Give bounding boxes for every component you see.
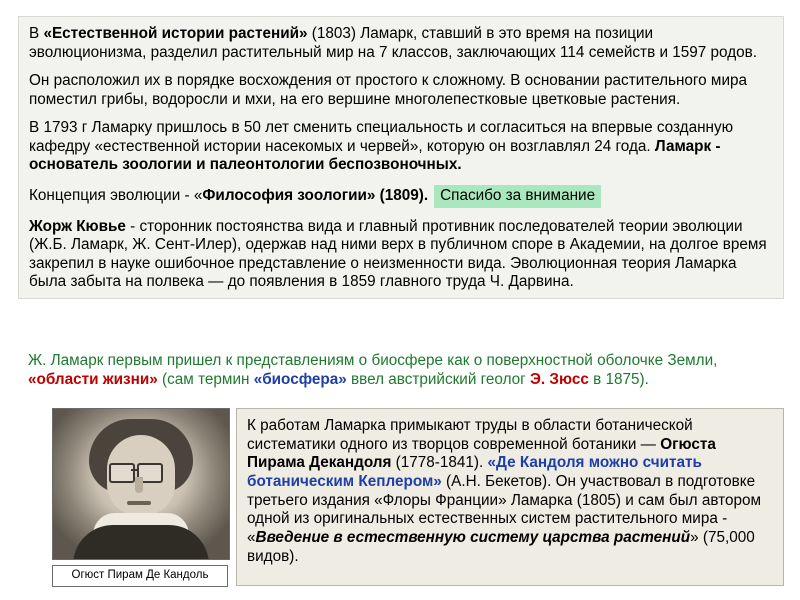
paragraph-1-seg-2: «Естественной истории растений»	[43, 25, 308, 42]
main-text-block	[18, 16, 784, 299]
biosphere-seg-5: ввел австрийский геолог	[346, 370, 531, 388]
biosphere-seg-2: «области жизни»	[28, 370, 158, 388]
biosphere-seg-3: (сам термин	[157, 370, 254, 388]
paragraph-5-seg-1: Жорж Кювье	[29, 217, 126, 235]
decandolle-seg-4: «Де Кандоля можно считать ботаническим Кеплером»	[247, 454, 702, 490]
portrait-block	[52, 408, 228, 587]
decandolle-seg-5: (А.Н. Бекетов). Он участвовал в подготовке третьего издания «Флоры Франции» Ламарка (1805) и сам был автором одной из оригинальных естественных систем растительного мира - «	[247, 472, 762, 546]
paragraph-3-seg-2: Ламарк - основатель зоологии и палеонтологии беспозвоночных.	[29, 137, 721, 173]
paragraph-1	[29, 25, 773, 62]
decandolle-seg-2: Огюста Пирама Декандоля	[247, 435, 716, 472]
biosphere-seg-6: Э. Зюсс	[530, 370, 589, 388]
paragraph-5-seg-2: - сторонник постоянства вида и главный противник последователей теории эволюции (Ж.Б. Ламарк, Ж. Сент-Илер), одержав над ними верх в публичном споре в Академии, на долгое время закрепил в науке ошибочное представление о неизменности вида. Эволюционная теория Ламарка была забыта на полвека — до появления в 1859 главного труда Ч. Дарвина.	[29, 217, 767, 291]
biosphere-paragraph	[18, 352, 784, 389]
decandolle-seg-7: » (75,000 видов).	[247, 528, 755, 565]
decandolle-seg-3: (1778-1841).	[391, 454, 488, 472]
paragraph-3	[29, 119, 773, 175]
biosphere-seg-1: Ж. Ламарк первым пришел к представлениям о биосфере как о поверхностной оболочке Земли,	[28, 352, 718, 369]
thank-you-highlight: Спасибо за внимание	[434, 185, 601, 208]
biosphere-seg-7: в 1875).	[588, 370, 649, 388]
decandolle-seg-1: К работам Ламарка примыкают труды в области ботанической систематики одного из творцов современной ботаники —	[247, 417, 693, 453]
portrait-image	[52, 408, 230, 560]
decandolle-seg-6: Введение в естественную систему царства растений	[255, 528, 691, 546]
paragraph-4-seg-1: Концепция эволюции - «	[29, 186, 203, 204]
portrait-glasses-left	[109, 463, 135, 483]
portrait-nose-shape	[135, 477, 143, 493]
paragraph-1-seg-1: В	[29, 25, 44, 42]
paragraph-3-seg-1: В 1793 г Ламарку пришлось в 50 лет сменить специальность и согласиться на впервые созданную кафедру «естественной истории насекомых и червей», которую он возглавлял 24 года.	[29, 119, 734, 155]
portrait-body-shape	[73, 525, 209, 560]
decandolle-text-box	[236, 408, 784, 586]
biosphere-seg-4: «биосфера»	[253, 370, 347, 388]
paragraph-2	[29, 72, 773, 109]
paragraph-4	[29, 185, 773, 208]
portrait-glasses-bridge	[131, 469, 137, 471]
paragraph-4-seg-2: Философия зоологии» (1809).	[202, 186, 429, 204]
paragraph-2-seg-1: Он расположил их в порядке восхождения от простого к сложному. В основании растительного мира поместил грибы, водоросли и мхи, на его вершине многолепестковые цветковые растения.	[29, 72, 748, 108]
portrait-mouth-shape	[127, 501, 151, 505]
portrait-caption: Огюст Пирам Де Кандоль	[52, 565, 228, 587]
paragraph-5	[29, 218, 773, 292]
paragraph-1-seg-3: (1803) Ламарк, ставший в это время на позиции эволюционизма, разделил растительный мир на 7 классов, заключающих 114 семейств и 1597 родов.	[29, 25, 758, 61]
